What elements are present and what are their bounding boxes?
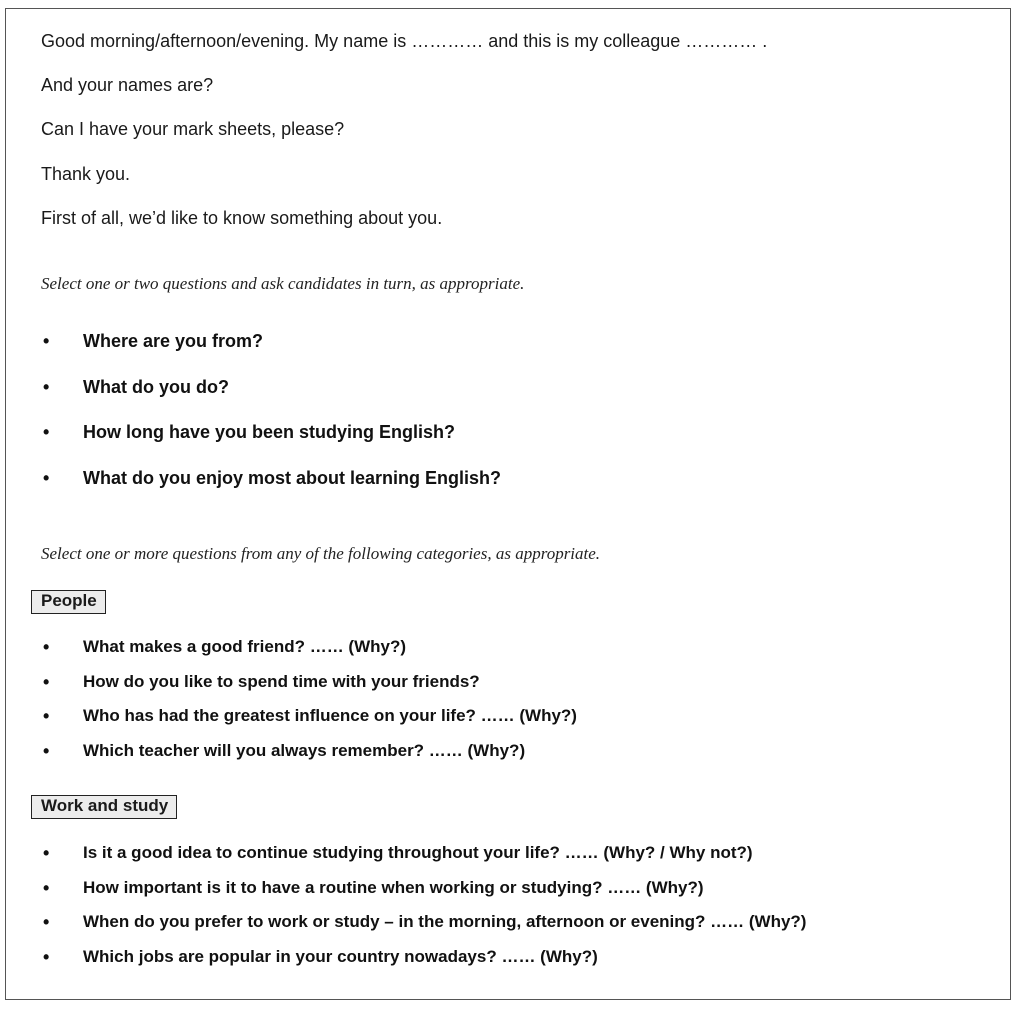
- bullet-icon: •: [43, 877, 50, 898]
- bullet-icon: •: [43, 671, 50, 692]
- intro-mark-sheets: Can I have your mark sheets, please?: [41, 119, 345, 139]
- intro-thank-you: Thank you.: [41, 164, 131, 184]
- list-item: • What do you do?: [43, 376, 229, 397]
- bullet-icon: •: [43, 912, 50, 932]
- people-questions-list: [43, 636, 577, 774]
- bullet-icon: •: [43, 467, 50, 488]
- category-heading-work-and-study: Work and study: [31, 795, 177, 819]
- bullet-icon: •: [43, 843, 50, 863]
- bullet-icon: •: [43, 706, 50, 726]
- list-item: • What do you enjoy most about learning English?: [43, 467, 502, 488]
- list-item: • How important is it to have a routine when working or studying? …… (Why?): [43, 877, 704, 898]
- list-item: • Which jobs are popular in your country nowadays? …… (Why?): [43, 946, 598, 967]
- bullet-icon: •: [43, 376, 50, 397]
- work-study-questions-list: [43, 842, 806, 980]
- intro-greeting: Good morning/afternoon/evening. My name is ………… and this is my colleague ………… .: [41, 31, 768, 51]
- bullet-icon: •: [43, 946, 50, 967]
- personal-questions-list: [43, 330, 501, 512]
- bullet-icon: •: [43, 331, 50, 351]
- list-item: • How long have you been studying English?: [43, 422, 456, 442]
- bullet-icon: •: [43, 740, 50, 761]
- list-item: • Which teacher will you always remember? …… (Why?): [43, 740, 526, 761]
- category-heading-people: People: [31, 590, 106, 614]
- list-item: • What makes a good friend? …… (Why?): [43, 637, 407, 657]
- bullet-icon: •: [43, 422, 50, 442]
- list-item: • Is it a good idea to continue studying throughout your life? …… (Why? / Why not?): [43, 843, 753, 863]
- list-item: • When do you prefer to work or study – in the morning, afternoon or evening? …… (Why?): [43, 912, 807, 932]
- instruction-select-one-or-two: Select one or two questions and ask candidates in turn, as appropriate.: [41, 274, 525, 293]
- instruction-select-categories: Select one or more questions from any of the following categories, as appropriate.: [41, 544, 601, 563]
- intro-know-about-you: First of all, we’d like to know something about you.: [41, 208, 443, 228]
- list-item: • Where are you from?: [43, 331, 264, 351]
- list-item: • Who has had the greatest influence on your life? …… (Why?): [43, 706, 577, 726]
- intro-ask-names: And your names are?: [41, 75, 214, 95]
- bullet-icon: •: [43, 637, 50, 657]
- list-item: • How do you like to spend time with your friends?: [43, 671, 480, 692]
